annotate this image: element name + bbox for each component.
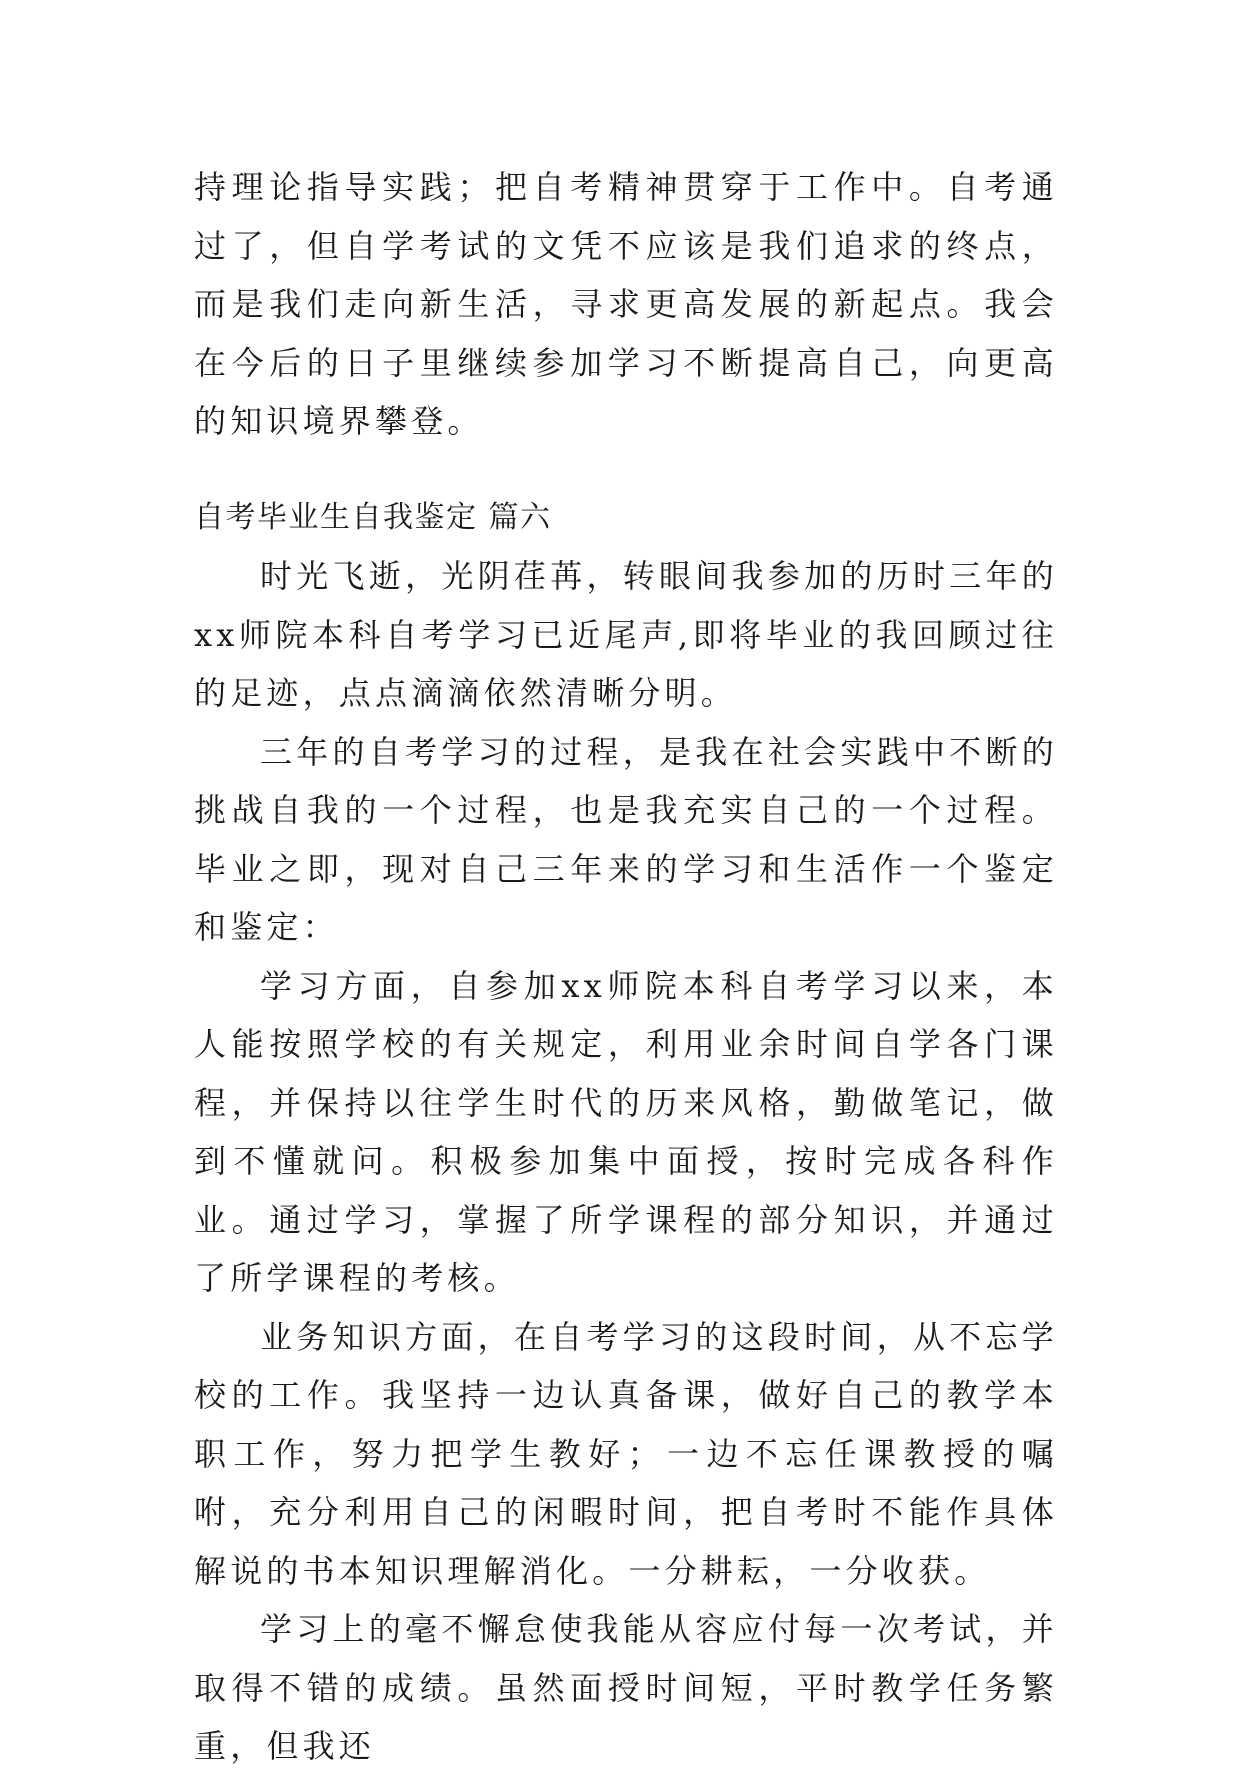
paragraph-exams: 学习上的毫不懈怠使我能从容应付每一次考试，并取得不错的成绩。虽然面授时间短，平时教学任务繁重，但我还 <box>194 1610 1058 1765</box>
paragraph-process: 三年的自考学习的过程，是我在社会实践中不断的挑战自我的一个过程，也是我充实自己的一个过程。毕业之即，现对自己三年来的学习和生活作一个鉴定和鉴定： <box>194 732 1058 946</box>
paragraph-intro: 时光飞逝，光阴荏苒，转眼间我参加的历时三年的xx师院本科自考学习已近尾声,即将毕业的我回顾过往的足迹，点点滴滴依然清晰分明。 <box>194 557 1058 712</box>
paragraph-study: 学习方面，自参加xx师院本科自考学习以来，本人能按照学校的有关规定，利用业余时间自学各门课程，并保持以往学生时代的历来风格，勤做笔记，做到不懂就问。积极参加集中面授，按时完成各科作业。通过学习，掌握了所学课程的部分知识，并通过了所学课程的考核。 <box>194 966 1058 1297</box>
paragraph-work: 业务知识方面，在自考学习的这段时间，从不忘学校的工作。我坚持一边认真备课，做好自己的教学本职工作，努力把学生教好；一边不忘任课教授的嘱咐，充分利用自己的闲暇时间，把自考时不能作具体解说的书本知识理解消化。一分耕耘，一分收获。 <box>194 1317 1058 1590</box>
continuation-paragraph: 持理论指导实践；把自考精神贯穿于工作中。自考通过了，但自学考试的文凭不应该是我们追求的终点，而是我们走向新生活，寻求更高发展的新起点。我会在今后的日子里继续参加学习不断提高自己，向更高的知识境界攀登。 <box>194 168 1058 440</box>
section-heading: 自考毕业生自我鉴定 篇六 <box>194 499 552 535</box>
document-body <box>194 158 1058 1776</box>
